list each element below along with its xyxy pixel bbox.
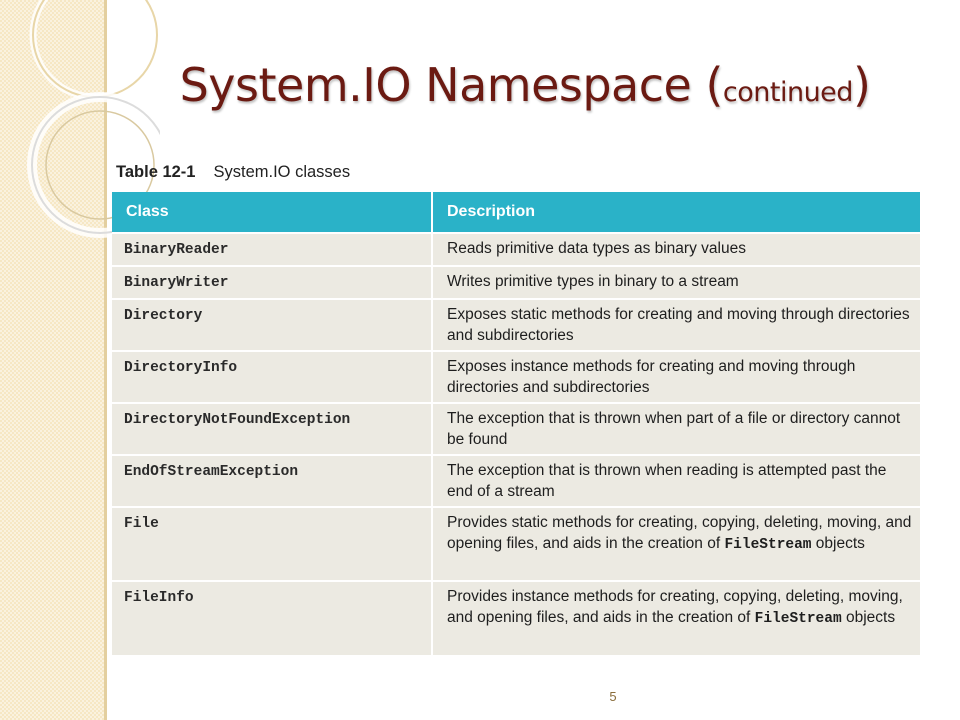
- class-cell: File: [112, 507, 432, 581]
- class-cell: BinaryWriter: [112, 266, 432, 299]
- column-header-class: Class: [112, 192, 432, 233]
- table-row: [112, 233, 920, 266]
- description-code: FileStream: [754, 611, 842, 627]
- class-cell: DirectoryNotFoundException: [112, 403, 432, 455]
- table-row: [112, 351, 920, 403]
- class-cell: DirectoryInfo: [112, 351, 432, 403]
- table-row: [112, 581, 920, 655]
- table-row: [112, 299, 920, 351]
- description-cell: Reads primitive data types as binary values: [432, 233, 920, 266]
- table-row: [112, 507, 920, 581]
- table-caption: [116, 163, 350, 182]
- table-row: [112, 455, 920, 507]
- class-cell: EndOfStreamException: [112, 455, 432, 507]
- description-text: Provides instance methods for creating, copying, deleting, moving, and opening files, and aids in the creation of: [447, 588, 903, 626]
- description-cell: [432, 507, 920, 581]
- table-row: [112, 403, 920, 455]
- description-cell: [432, 581, 920, 655]
- description-tail: objects: [811, 535, 865, 552]
- table-row: [112, 266, 920, 299]
- title-main: System.IO Namespace (: [179, 58, 723, 112]
- description-cell: Writes primitive types in binary to a stream: [432, 266, 920, 299]
- description-tail: objects: [841, 609, 896, 626]
- column-header-description: Description: [432, 192, 920, 233]
- description-cell: Exposes static methods for creating and moving through directories and subdirectories: [432, 299, 920, 351]
- page-title: [120, 58, 930, 112]
- description-text: Provides static methods for creating, copying, deleting, moving, and opening files, and aids in the creation of: [447, 514, 912, 552]
- description-cell: The exception that is thrown when reading is attempted past the end of a stream: [432, 455, 920, 507]
- title-continued: continued: [722, 77, 853, 108]
- page-number: 5: [609, 689, 617, 704]
- description-cell: Exposes instance methods for creating and moving through directories and subdirectories: [432, 351, 920, 403]
- table-header-row: [112, 192, 920, 233]
- description-code: FileStream: [724, 537, 812, 553]
- class-cell: FileInfo: [112, 581, 432, 655]
- class-cell: Directory: [112, 299, 432, 351]
- class-cell: BinaryReader: [112, 233, 432, 266]
- title-close: ): [852, 58, 871, 112]
- table-caption-number: Table 12-1: [116, 163, 196, 181]
- description-cell: The exception that is thrown when part of a file or directory cannot be found: [432, 403, 920, 455]
- table-caption-text: System.IO classes: [213, 163, 351, 181]
- classes-table: [112, 192, 920, 655]
